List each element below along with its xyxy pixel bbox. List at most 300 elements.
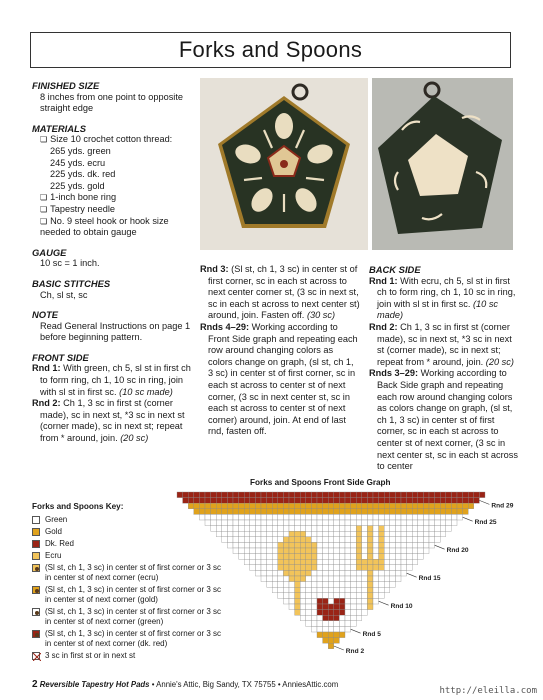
graph-cell xyxy=(401,514,407,520)
graph-cell xyxy=(362,565,368,571)
graph-cell xyxy=(334,509,340,515)
graph-cell xyxy=(390,526,396,532)
graph-cell xyxy=(227,531,233,537)
graph-cell xyxy=(311,582,317,588)
graph-cell xyxy=(423,498,429,504)
graph-cell xyxy=(267,520,273,526)
graph-cell xyxy=(351,526,357,532)
graph-cell xyxy=(255,559,261,565)
graph-cell xyxy=(334,537,340,543)
graph-cell xyxy=(356,565,362,571)
graph-cell xyxy=(239,514,245,520)
graph-cell xyxy=(334,531,340,537)
page-title: Forks and Spoons xyxy=(178,37,363,62)
graph-cell xyxy=(194,509,200,515)
graph-cell xyxy=(261,576,267,582)
graph-cell xyxy=(272,492,278,498)
graph-cell xyxy=(323,598,329,604)
graph-cell xyxy=(423,503,429,509)
graph-cell xyxy=(216,531,222,537)
graph-cell xyxy=(317,598,323,604)
graph-cell xyxy=(362,554,368,560)
front-rnd-2-label: Rnd 2: xyxy=(32,398,61,409)
graph-cell xyxy=(261,514,267,520)
note-text: Read General Instructions on page 1 before beginning pattern. xyxy=(40,320,191,343)
graph-cell xyxy=(351,492,357,498)
graph-cell xyxy=(468,498,474,504)
graph-cell xyxy=(261,570,267,576)
graph-cell xyxy=(283,537,289,543)
graph-cell xyxy=(267,492,273,498)
graph-cell xyxy=(272,570,278,576)
graph-cell xyxy=(239,503,245,509)
graph-cell xyxy=(395,548,401,554)
graph-cell xyxy=(339,548,345,554)
graph-cell xyxy=(250,492,256,498)
graph-cell xyxy=(233,548,239,554)
graph-cell xyxy=(457,503,463,509)
round-label-leader xyxy=(351,629,361,633)
graph-cell xyxy=(250,503,256,509)
graph-cell xyxy=(278,593,284,599)
graph-cell xyxy=(356,604,362,610)
graph-cell xyxy=(384,565,390,571)
graph-cell xyxy=(239,498,245,504)
graph-cell xyxy=(328,604,334,610)
materials-item: ❏ Tapestry needle xyxy=(32,204,192,216)
graph-cell xyxy=(345,531,351,537)
graph-cell xyxy=(272,526,278,532)
graph-cell xyxy=(306,615,312,621)
graph-cell xyxy=(311,498,317,504)
graph-cell xyxy=(289,542,295,548)
graph-cell xyxy=(412,492,418,498)
graph-cell xyxy=(451,492,457,498)
graph-cell xyxy=(334,587,340,593)
graph-cell xyxy=(306,526,312,532)
graph-cell xyxy=(267,570,273,576)
graph-cell xyxy=(367,548,373,554)
graph-cell xyxy=(339,587,345,593)
graph-cell xyxy=(356,548,362,554)
graph-cell xyxy=(295,554,301,560)
graph-cell xyxy=(345,570,351,576)
graph-cell xyxy=(227,503,233,509)
graph-cell xyxy=(328,565,334,571)
front-rnd-2-text: Ch 1, 3 sc in first st (corner made), sc in next st, *3 sc in next st (corner made), sc in next st; repeat from * around, join. xyxy=(40,398,185,444)
graph-cell xyxy=(317,514,323,520)
graph-cell xyxy=(317,582,323,588)
key-label: (Sl st, ch 1, 3 sc) in center st of first corner or 3 sc in center st of next corner (dk. red) xyxy=(45,629,222,648)
graph-cell xyxy=(323,621,329,627)
graph-cell xyxy=(295,509,301,515)
graph-cell xyxy=(317,537,323,543)
graph-cell xyxy=(216,514,222,520)
graph-cell xyxy=(351,598,357,604)
graph-cell xyxy=(339,542,345,548)
graph-cell xyxy=(457,492,463,498)
front-rnd-2 xyxy=(32,398,192,444)
graph-cell xyxy=(412,548,418,554)
graph-cell xyxy=(317,542,323,548)
corner-dot-icon xyxy=(35,589,39,593)
graph-cell xyxy=(468,503,474,509)
graph-cell xyxy=(401,498,407,504)
graph-cell xyxy=(390,542,396,548)
graph-cell xyxy=(351,610,357,616)
graph-cell xyxy=(289,559,295,565)
graph-cell xyxy=(367,492,373,498)
graph-cell xyxy=(295,531,301,537)
graph-cell xyxy=(429,498,435,504)
graph-cell xyxy=(373,531,379,537)
graph-cell xyxy=(317,587,323,593)
graph-cell xyxy=(272,554,278,560)
graph-cell xyxy=(401,570,407,576)
graph-cell xyxy=(233,509,239,515)
basic-stitches-heading: BASIC STITCHES xyxy=(32,277,111,289)
round-label: Rnd 2 xyxy=(345,648,365,655)
graph-cell xyxy=(356,576,362,582)
graph-cell xyxy=(345,542,351,548)
graph-cell xyxy=(395,537,401,543)
graph-cell xyxy=(373,570,379,576)
graph-cell xyxy=(289,582,295,588)
graph-cell xyxy=(261,554,267,560)
graph-cell xyxy=(255,531,261,537)
graph-cell xyxy=(300,542,306,548)
graph-cell xyxy=(384,492,390,498)
page-number: 2 xyxy=(32,679,38,690)
graph-cell xyxy=(323,526,329,532)
graph-cell xyxy=(323,632,329,638)
graph-cell xyxy=(412,503,418,509)
graph-cell xyxy=(463,509,469,515)
graph-cell xyxy=(339,514,345,520)
graph-cell xyxy=(334,526,340,532)
graph-cell xyxy=(283,548,289,554)
graph-cell xyxy=(384,520,390,526)
graph-cell xyxy=(311,626,317,632)
graph-cell xyxy=(429,492,435,498)
graph-cell xyxy=(345,582,351,588)
graph-cell xyxy=(267,526,273,532)
graph-cell xyxy=(379,593,385,599)
graph-cell xyxy=(295,565,301,571)
graph-cell xyxy=(300,559,306,565)
graph-cell xyxy=(323,554,329,560)
graph-cell xyxy=(250,554,256,560)
graph-cell xyxy=(311,593,317,599)
graph-cell xyxy=(429,526,435,532)
graph-cell xyxy=(317,503,323,509)
graph-cell xyxy=(334,626,340,632)
graph-cell xyxy=(367,509,373,515)
graph-cell xyxy=(339,570,345,576)
graph-cell xyxy=(300,503,306,509)
graph-cell xyxy=(334,621,340,627)
graph-cell xyxy=(222,498,228,504)
materials-item: 225 yds. dk. red xyxy=(50,169,116,180)
graph-cell xyxy=(188,498,194,504)
gauge-text: 10 sc = 1 inch. xyxy=(40,258,100,269)
graph-cell xyxy=(401,559,407,565)
graph-cell xyxy=(278,576,284,582)
front-rnd-4-29-label: Rnds 4–29: xyxy=(200,321,250,332)
graph-cell xyxy=(339,503,345,509)
graph-cell xyxy=(300,593,306,599)
graph-cell xyxy=(362,537,368,543)
graph-cell xyxy=(278,570,284,576)
graph-cell xyxy=(283,542,289,548)
graph-cell xyxy=(345,509,351,515)
graph-cell xyxy=(267,554,273,560)
graph-cell xyxy=(339,615,345,621)
graph-cell xyxy=(328,498,334,504)
graph-cell xyxy=(362,604,368,610)
key-label: (Sl st, ch 1, 3 sc) in center st of first corner or 3 sc in center st of next corner (green) xyxy=(45,607,222,626)
graph-cell xyxy=(272,520,278,526)
graph-cell xyxy=(379,509,385,515)
graph-cell xyxy=(255,492,261,498)
graph-cell xyxy=(300,615,306,621)
graph-cell xyxy=(233,498,239,504)
graph-cell xyxy=(390,576,396,582)
graph-cell xyxy=(367,537,373,543)
graph-cell xyxy=(317,531,323,537)
graph-cell xyxy=(440,520,446,526)
graph-cell xyxy=(418,542,424,548)
graph-cell xyxy=(250,548,256,554)
graph-cell xyxy=(300,514,306,520)
graph-cell xyxy=(373,587,379,593)
graph-cell xyxy=(356,498,362,504)
graph-cell xyxy=(373,492,379,498)
graph-cell xyxy=(244,559,250,565)
graph-cell xyxy=(278,548,284,554)
graph-cell xyxy=(351,576,357,582)
graph-cell xyxy=(278,587,284,593)
graph-cell xyxy=(328,554,334,560)
graph-cell xyxy=(255,498,261,504)
basic-stitches-text: Ch, sl st, sc xyxy=(40,289,88,300)
graph-cell xyxy=(373,576,379,582)
graph-cell xyxy=(267,531,273,537)
graph-cell xyxy=(345,520,351,526)
graph-cell xyxy=(300,509,306,515)
graph-cell xyxy=(317,593,323,599)
key-label: Dk. Red xyxy=(45,539,74,548)
graph-cell xyxy=(289,576,295,582)
graph-cell xyxy=(423,531,429,537)
graph-cell xyxy=(306,498,312,504)
graph-cell xyxy=(306,542,312,548)
graph-cell xyxy=(289,531,295,537)
round-label: Rnd 20 xyxy=(446,547,469,555)
graph-cell xyxy=(306,565,312,571)
graph-cell xyxy=(362,503,368,509)
graph-cell xyxy=(328,593,334,599)
graph-cell xyxy=(317,626,323,632)
graph-cell xyxy=(356,542,362,548)
graph-cell xyxy=(435,514,441,520)
graph-cell xyxy=(306,593,312,599)
graph-cell xyxy=(227,492,233,498)
graph-cell xyxy=(440,498,446,504)
graph-cell xyxy=(356,537,362,543)
graph-cell xyxy=(339,610,345,616)
graph-cell xyxy=(283,570,289,576)
graph-cell xyxy=(306,492,312,498)
graph-cell xyxy=(435,520,441,526)
graph-cell xyxy=(244,503,250,509)
graph-cell xyxy=(295,498,301,504)
graph-cell xyxy=(222,520,228,526)
graph-cell xyxy=(345,548,351,554)
graph-cell xyxy=(395,570,401,576)
graph-cell xyxy=(474,492,480,498)
graph-cell xyxy=(306,554,312,560)
graph-cell xyxy=(334,514,340,520)
graph-cell xyxy=(379,520,385,526)
graph-cell xyxy=(267,559,273,565)
graph-cell xyxy=(418,554,424,560)
front-rnd-3-note: (30 sc) xyxy=(306,310,336,321)
graph-cell xyxy=(351,498,357,504)
graph-cell xyxy=(435,509,441,515)
round-label-leader xyxy=(334,646,344,650)
graph-cell xyxy=(311,503,317,509)
graph-cell xyxy=(300,526,306,532)
graph-cell xyxy=(311,492,317,498)
graph-cell xyxy=(306,582,312,588)
graph-cell xyxy=(205,514,211,520)
graph-cell xyxy=(362,520,368,526)
graph-cell xyxy=(412,542,418,548)
graph-cell xyxy=(379,503,385,509)
round-label-leader xyxy=(379,601,389,605)
graph-cell xyxy=(317,492,323,498)
graph-cell xyxy=(216,498,222,504)
graph-cell xyxy=(367,554,373,560)
key-swatch xyxy=(32,528,40,536)
materials-heading: MATERIALS xyxy=(32,122,86,134)
graph-cell xyxy=(345,593,351,599)
graph-cell xyxy=(373,509,379,515)
graph-cell xyxy=(227,537,233,543)
graph-cell xyxy=(328,542,334,548)
graph-cell xyxy=(379,559,385,565)
round-label-leader xyxy=(479,500,489,504)
graph-cell xyxy=(351,615,357,621)
graph-cell xyxy=(323,498,329,504)
graph-cell xyxy=(390,520,396,526)
graph-cell xyxy=(345,604,351,610)
graph-cell xyxy=(278,503,284,509)
graph-cell xyxy=(250,509,256,515)
graph-cell xyxy=(205,498,211,504)
graph-cell xyxy=(334,582,340,588)
graph-cell xyxy=(300,531,306,537)
graph-cell xyxy=(289,565,295,571)
graph-cell xyxy=(323,503,329,509)
graph-cell xyxy=(351,514,357,520)
graph-cell xyxy=(384,582,390,588)
graph-cell xyxy=(283,526,289,532)
graph-cell xyxy=(435,537,441,543)
watermark: http://eleilla.com xyxy=(439,686,537,696)
graph-cell xyxy=(362,498,368,504)
graph-cell xyxy=(407,526,413,532)
graph-cell xyxy=(261,542,267,548)
graph-cell xyxy=(351,582,357,588)
graph-cell xyxy=(362,593,368,599)
graph-title: Forks and Spoons Front Side Graph xyxy=(250,478,391,487)
graph-cell xyxy=(323,509,329,515)
graph-cell xyxy=(412,520,418,526)
graph-cell xyxy=(390,531,396,537)
graph-cell xyxy=(306,576,312,582)
graph-cell xyxy=(390,559,396,565)
graph-cell xyxy=(334,503,340,509)
graph-cell xyxy=(440,531,446,537)
corner-dot-icon xyxy=(35,633,39,637)
graph-cell xyxy=(379,526,385,532)
graph-cell xyxy=(451,520,457,526)
graph-cell xyxy=(317,615,323,621)
graph-cell xyxy=(295,514,301,520)
graph-cell xyxy=(407,559,413,565)
graph-cell xyxy=(295,559,301,565)
graph-cell xyxy=(255,554,261,560)
graph-cell xyxy=(306,570,312,576)
graph-cell xyxy=(323,587,329,593)
graph-cell xyxy=(317,554,323,560)
graph-cell xyxy=(323,570,329,576)
graph-cell xyxy=(216,520,222,526)
graph-cell xyxy=(334,615,340,621)
graph-cell xyxy=(317,498,323,504)
graph-cell xyxy=(395,509,401,515)
graph-cell xyxy=(272,565,278,571)
graph-cell xyxy=(328,526,334,532)
graph-cell xyxy=(289,503,295,509)
graph-cell xyxy=(334,604,340,610)
graph-cell xyxy=(328,643,334,649)
graph-cell xyxy=(339,531,345,537)
graph-cell xyxy=(429,514,435,520)
graph-cell xyxy=(401,503,407,509)
graph-cell xyxy=(278,554,284,560)
graph-cell xyxy=(356,587,362,593)
graph-cell xyxy=(390,514,396,520)
graph-cell xyxy=(334,554,340,560)
graph-cell xyxy=(233,520,239,526)
front-rnd-3 xyxy=(200,264,360,322)
round-label-leader xyxy=(435,545,445,549)
graph-cell xyxy=(351,520,357,526)
graph-cell xyxy=(244,492,250,498)
graph-cell xyxy=(250,537,256,543)
graph-cell xyxy=(407,503,413,509)
graph-cell xyxy=(311,604,317,610)
graph-cell xyxy=(446,526,452,532)
graph-cell xyxy=(334,632,340,638)
graph-cell xyxy=(317,610,323,616)
graph-cell xyxy=(283,514,289,520)
graph-cell xyxy=(390,503,396,509)
graph-cell xyxy=(233,503,239,509)
